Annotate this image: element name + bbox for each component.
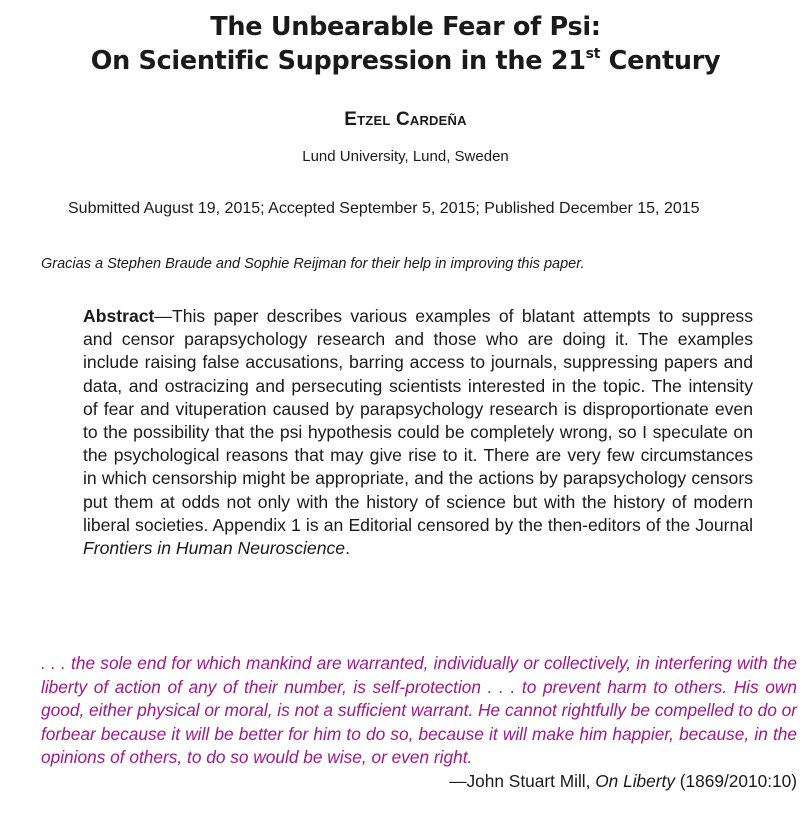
title-line-2 xyxy=(0,44,811,78)
quote-text: . . . the sole end for which mankind are warranted, individually or collectively, in interfering with the liberty of action of any of their number, is self-protection . . . to prevent harm to others. His own good, either physical or moral, is not a sufficient warrant. He cannot rightfully be compelled to do or forbear because it will be better for him to do so, because it will make him happier, because, in the opinions of others, to do so would be wise, or even right. xyxy=(41,653,797,768)
author-affiliation: Lund University, Lund, Sweden xyxy=(302,148,509,165)
title-line-1: The Unbearable Fear of Psi: xyxy=(210,12,601,42)
attribution-book: On Liberty xyxy=(595,770,675,791)
abstract-end: . xyxy=(345,538,350,559)
paper-title xyxy=(0,10,811,78)
acknowledgment: Gracias a Stephen Braude and Sophie Reijman for their help in improving this paper. xyxy=(41,256,585,272)
epigraph-quote xyxy=(41,652,797,794)
abstract-label: Abstract xyxy=(83,306,155,326)
abstract-paragraph xyxy=(83,305,753,560)
abstract-journal-name: Frontiers in Human Neuroscience xyxy=(83,538,346,559)
quote-attribution xyxy=(449,770,797,794)
abstract-body: —This paper describes various examples of blatant attempts to suppress and censor parapsychology research and those who are doing it. The examples include raising false accusations, barring access to journals, suppressing papers and data, and ostracizing and persecuting scientists interested in the topic. The intensity of fear and vituperation caused by parapsychology research is disproportionate even to the possibility that the psi hypothesis could be completely wrong, so I speculate on the psychological reasons that may give rise to it. There are very few circumstances in which censorship might be appropriate, and the actions by parapsychology censors put them at odds not only with the history of science but with the history of modern liberal societies. Appendix 1 is an Editorial censored by the then-editors of the Journal xyxy=(83,306,753,535)
attribution-year: (1869/2010:10) xyxy=(674,770,797,791)
attribution-author: —John Stuart Mill, xyxy=(449,770,596,791)
title-line-2-text: On Scientific Suppression in the 21 xyxy=(90,46,586,76)
author-name: Etzel Cardeña xyxy=(344,109,467,130)
publication-dates: Submitted August 19, 2015; Accepted September 5, 2015; Published December 15, 2015 xyxy=(68,200,700,217)
title-superscript: st xyxy=(585,46,601,62)
title-line-2-end: Century xyxy=(600,46,721,76)
